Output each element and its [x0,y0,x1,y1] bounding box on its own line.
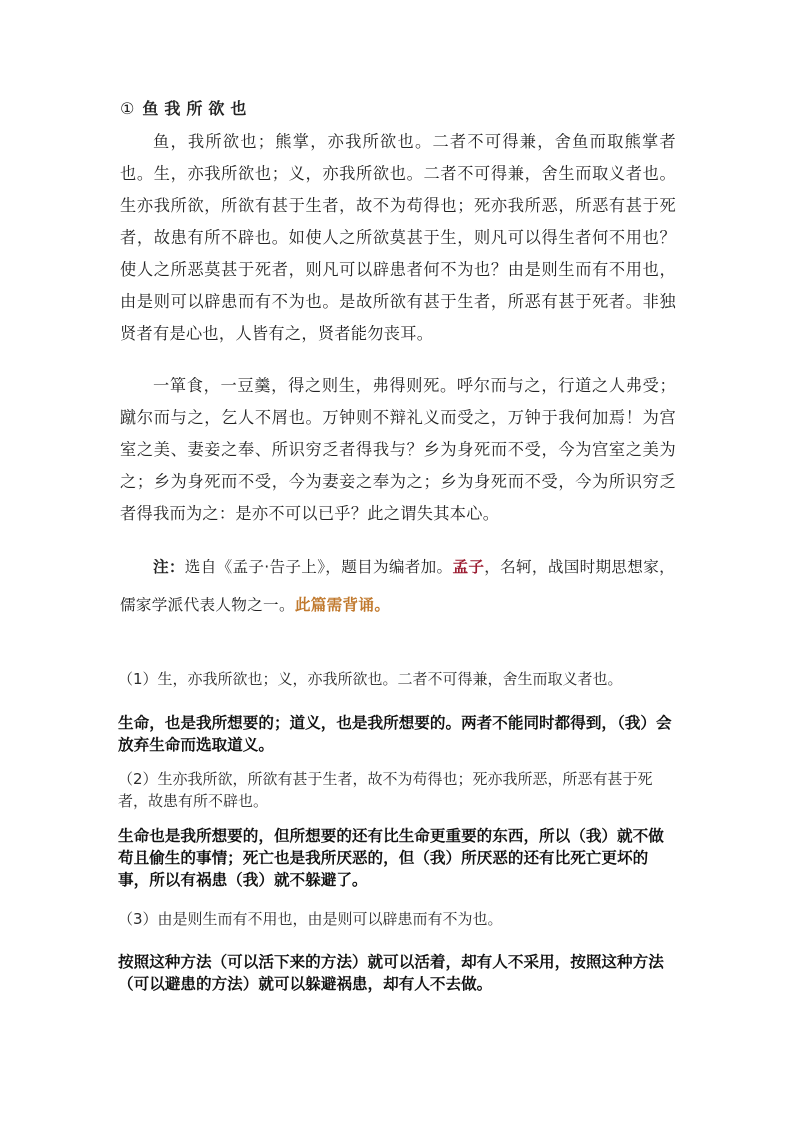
section-number: ① [120,99,135,118]
note-label: 注： [153,558,185,576]
note-author-text: ，名轲，战国时期思想家，儒家学派代表人物之一。 [120,558,675,614]
passage-paragraph-2: 一箪食，一豆羹，得之则生，弗得则死。呼尔而与之，行道之人弗受；蹴尔而与之，乞人不屑也。万钟则不辩礼义而受之，万钟于我何加焉！为宫室之美、妻妾之奉、所识穷乏者得我与？乡为身死而不受，今为宫室之美为之；乡为身死而不受，今为妻妾之奉为之；乡为身死而不受，今为所识穷乏者得我而为之：是亦不可以已乎？此之谓失其本心。 [120,376,676,523]
translation-question-2: （2）生亦我所欲，所欲有甚于生者，故不为苟得也；死亦我所恶，所恶有甚于死者，故患有所不辟也。 [118,770,653,810]
translation-question-1: （1）生，亦我所欲也；义，亦我所欲也。二者不可得兼，舍生而取义者也。 [118,670,623,688]
note-author-name: 孟子 [452,558,485,576]
section-title [120,96,252,119]
translation-question-3: （3）由是则生而有不用也，由是则可以辟患而有不为也。 [118,910,503,928]
translation-answer-2: 生命也是我所想要的，但所想要的还有比生命更重要的东西，所以（我）就不做苟且偷生的事情；死亡也是我所厌恶的，但（我）所厌恶的还有比死亡更坏的事，所以有祸患（我）就不躲避了。 [118,827,664,889]
passage-paragraph-1: 鱼，我所欲也；熊掌，亦我所欲也。二者不可得兼，舍鱼而取熊掌者也。生，亦我所欲也；义，亦我所欲也。二者不可得兼，舍生而取义者也。生亦我所欲，所欲有甚于生者，故不为苟得也；死亦我所恶，所恶有甚于死者，故患有所不辟也。如使人之所欲莫甚于生，则凡可以得生者何不用也？使人之所恶莫甚于死者，则凡可以辟患者何不为也？由是则生而有不用也，由是则可以辟患而有不为也。是故所欲有甚于生者，所恶有甚于死者。非独贤者有是心也，人皆有之，贤者能勿丧耳。 [120,132,676,343]
translation-answer-1: 生命，也是我所想要的；道义，也是我所想要的。两者不能同时都得到，（我）会放弃生命而选取道义。 [118,714,672,754]
section-title-text: 鱼我所欲也 [142,99,253,118]
note-source-text: 选自《孟子·告子上》，题目为编者加。 [184,558,453,576]
note-paragraph [120,548,676,624]
note-memorize-hint: 此篇需背诵。 [294,596,391,614]
translation-answer-3: 按照这种方法（可以活下来的方法）就可以活着，却有人不采用，按照这种方法（可以避患的方法）就可以躲避祸患，却有人不去做。 [118,953,664,993]
